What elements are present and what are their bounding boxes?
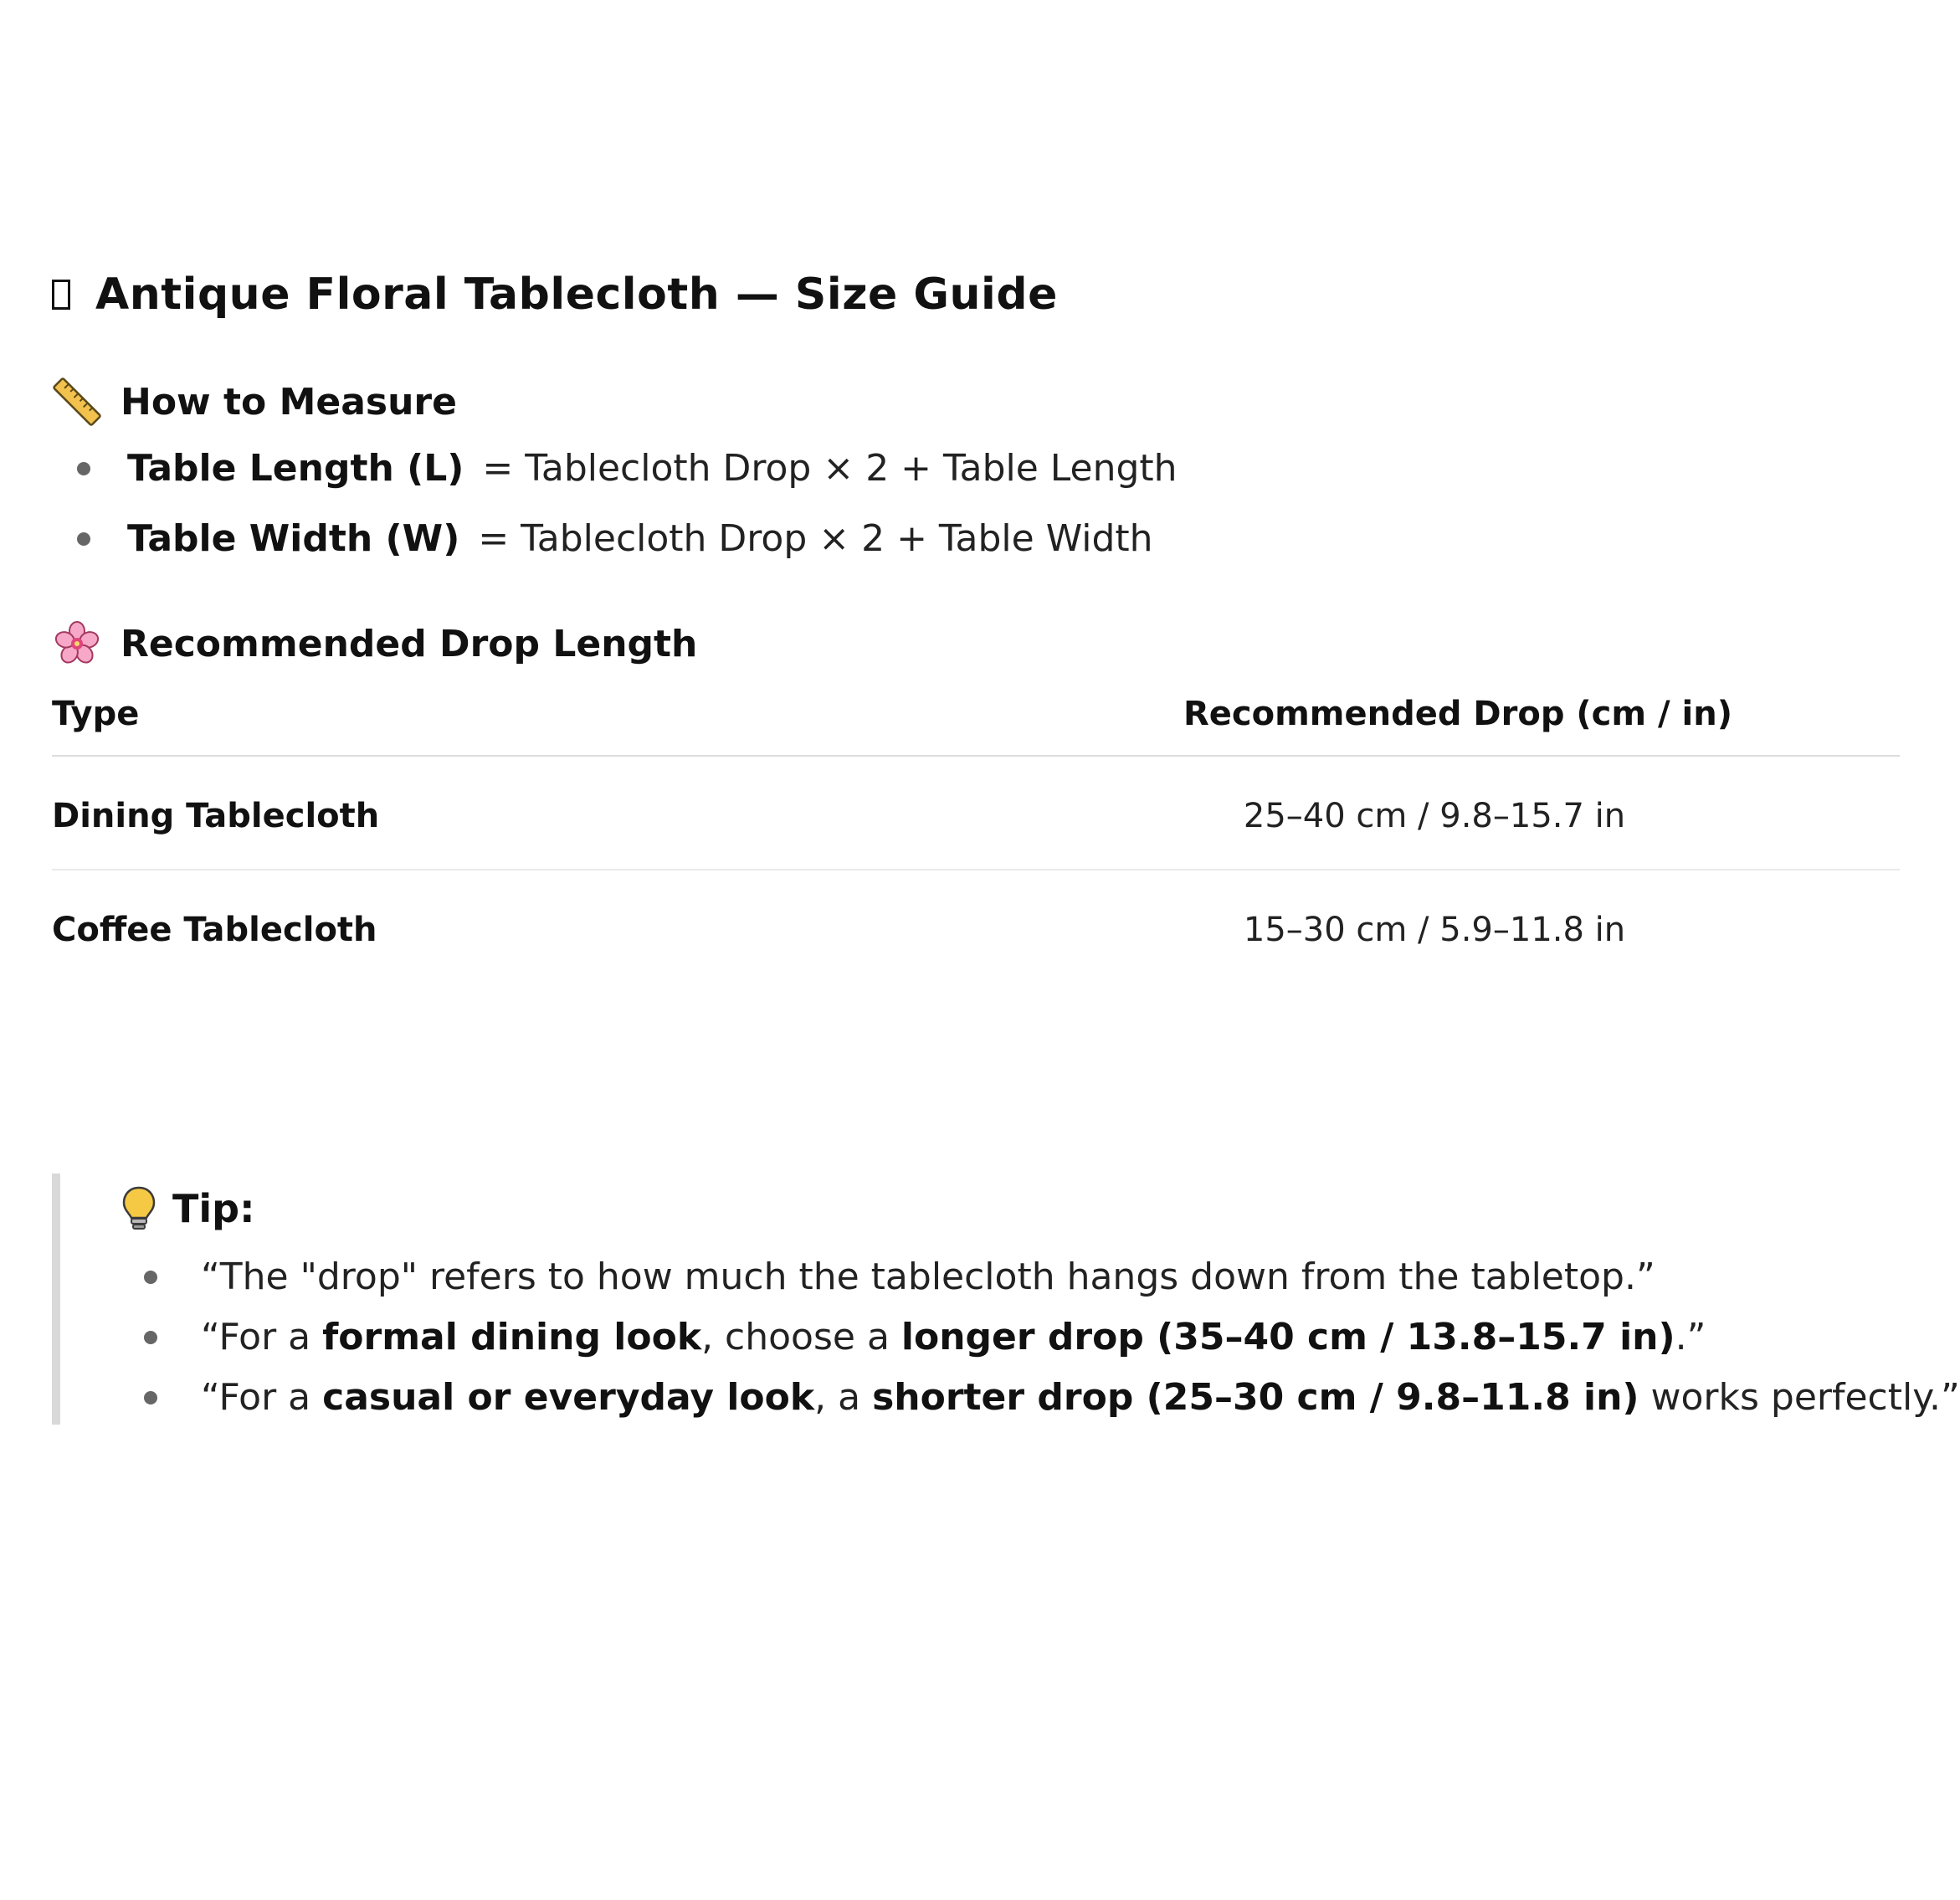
- tip-item: [144, 1256, 1655, 1298]
- tip-text: , choose a: [701, 1316, 901, 1358]
- ruler-icon: [54, 378, 100, 425]
- table-header-row: [52, 695, 1900, 757]
- tip-emphasis: casual or everyday look: [322, 1376, 815, 1419]
- table-cell-type: Dining Tablecloth: [52, 797, 380, 835]
- tip-text: works perfectly.”: [1639, 1376, 1960, 1419]
- bullet-dot: [144, 1331, 157, 1344]
- measure-item-label: Table Length (L): [127, 447, 464, 490]
- tip-heading-label: Tip:: [172, 1186, 255, 1231]
- tip-text: .”: [1675, 1316, 1706, 1358]
- cherry-blossom-icon: [54, 620, 100, 667]
- table-cell-drop: 15–30 cm / 5.9–11.8 in: [1243, 911, 1626, 949]
- tip-emphasis: longer drop (35–40 cm / 13.8–15.7 in): [900, 1316, 1675, 1358]
- recommended-drop-heading: [54, 620, 697, 667]
- tip-heading: [121, 1185, 254, 1232]
- tip-item: [144, 1316, 1706, 1358]
- table-cell-type: Coffee Tablecloth: [52, 911, 377, 949]
- bullet-dot: [144, 1271, 157, 1284]
- tip-item-text: “The "drop" refers to how much the tablecloth hangs down from the tabletop.”: [201, 1256, 1655, 1298]
- how-to-measure-label: How to Measure: [121, 380, 457, 424]
- tip-text: , a: [814, 1376, 873, 1419]
- table-row: [52, 757, 1900, 870]
- tip-emphasis: shorter drop (25–30 cm / 9.8–11.8 in): [872, 1376, 1639, 1419]
- page-title-text: Antique Floral Tablecloth — Size Guide: [95, 270, 1058, 320]
- bullet-dot: [77, 532, 90, 546]
- tip-text: “For a: [201, 1376, 323, 1419]
- how-to-measure-heading: [54, 378, 457, 425]
- missing-glyph-icon: [52, 280, 70, 310]
- table-row: [52, 870, 1900, 983]
- tip-blockquote: [52, 1173, 1960, 1425]
- tip-item: [144, 1376, 1960, 1419]
- column-header-type: Type: [52, 695, 140, 733]
- column-header-drop: Recommended Drop (cm / in): [1183, 695, 1732, 733]
- page-title: [52, 270, 1058, 320]
- measure-item-formula: = Tablecloth Drop × 2 + Table Width: [478, 517, 1153, 560]
- bullet-dot: [144, 1391, 157, 1404]
- measure-item-length: [77, 447, 1178, 490]
- tip-text: “For a: [201, 1316, 323, 1358]
- measure-item-width: [77, 517, 1153, 560]
- recommended-drop-label: Recommended Drop Length: [121, 622, 698, 665]
- table-cell-drop: 25–40 cm / 9.8–15.7 in: [1243, 797, 1626, 835]
- bullet-dot: [77, 462, 90, 475]
- drop-length-table: [52, 695, 1900, 983]
- measure-item-formula: = Tablecloth Drop × 2 + Table Length: [482, 447, 1178, 490]
- measure-item-label: Table Width (W): [127, 517, 460, 560]
- light-bulb-icon: [121, 1185, 157, 1232]
- tip-emphasis: formal dining look: [322, 1316, 702, 1358]
